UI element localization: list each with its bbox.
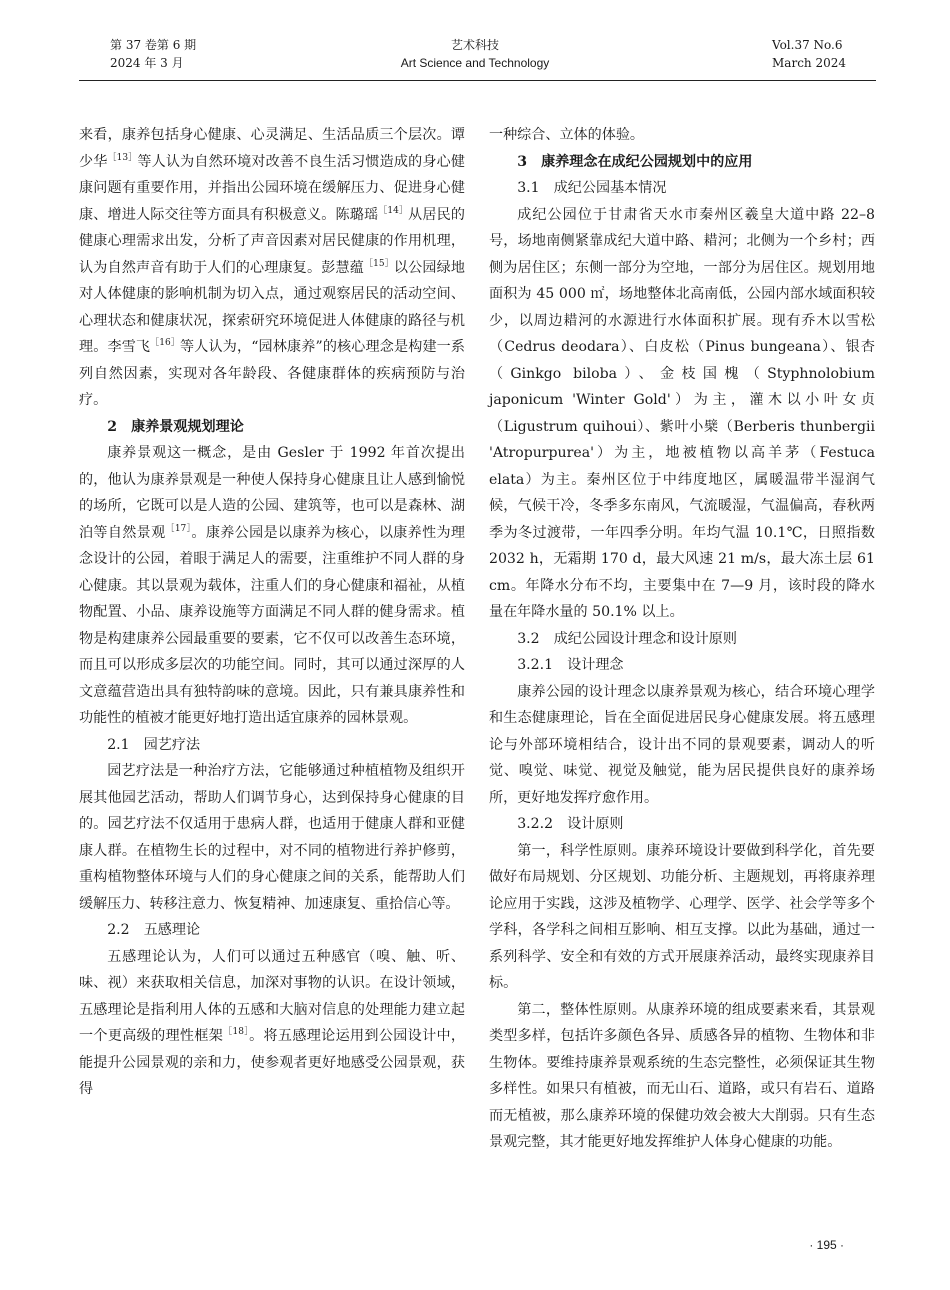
issue-date-en: March 2024 bbox=[772, 56, 846, 70]
left-column bbox=[79, 122, 465, 1103]
paragraph: 成纪公园位于甘肃省天水市秦州区羲皇大道中路 22–8 号，场地南侧紧靠成纪大道中路、耤河；北侧为一个乡村；西侧为居住区；东侧一部分为空地，一部分为居住区。规划用地面积为 45 000 ㎡，场地整体北高南低，公园内部水域面积较少，以周边耤河的水源进行水体面积扩展。现有乔木以雪松（Cedrus deodara）、白皮松（Pinus bungeana）、银杏（Ginkgo biloba）、金枝国槐（Styphnolobium japonicum 'Winter Gold'）为主，灌木以小叶女贞（Ligustrum quihoui）、紫叶小檗（Berberis thunbergii 'Atropurpurea'）为主，地被植物以高羊茅（Festuca elata）为主。秦州区位于中纬度地区，属暖温带半湿润气候，气候干冷，冬季多东南风，气流暖湿，气温偏高，春秋两季为冬过渡带，一年四季分明。年均气温 10.1℃，日照指数 2032 h，无霜期 170 d，最大风速 21 m/s，最大冻土层 61 cm。年降水分布不均，主要集中在 7—9 月，该时段的降水量在年降水量的 50.1% 以上。 bbox=[489, 206, 875, 620]
right-column bbox=[489, 122, 875, 1156]
subsection-heading-3-1: 3.1 成纪公园基本情况 bbox=[517, 180, 667, 196]
paragraph: 来看，康养包括身心健康、心灵满足、生活品质三个层次。谭少华$^{[13]}$等人认为自然环境对改善不良生活习惯造成的身心健康问题有重要作用，并指出公园环境在缓解压力、促进身心健康、增进人际交往等方面具有积极意义。陈璐瑶$^{[14]}$从居民的健康心理需求出发，分析了声音因素对居民健康的作用机理，认为自然声音有助于人们的心理康复。彭慧蕴$^{[15]}$以公园绿地对人体健康的影响机制为切入点，通过观察居民的活动空间、心理状态和健康状况，探索研究环境促进人体健康的路径与机理。李雪飞$^{[16]}$等人认为，“园林康养”的核心理念是构建一系列自然因素，实现对各年龄段、各健康群体的疾病预防与治疗。 bbox=[79, 127, 466, 408]
subsection-heading-2-1: 2.1 园艺疗法 bbox=[107, 736, 201, 753]
paragraph: 五感理论认为，人们可以通过五种感官（嗅、触、听、味、视）来获取相关信息，加深对事物的认识。在设计领域，五感理论是指利用人体的五感和大脑对信息的处理能力建立起一个更高级的理性框架$^{[18]}$。将五感理论运用到公园设计中，能提升公园景观的亲和力，使参观者更好地感受公园景观，获得 bbox=[79, 948, 466, 1097]
citation-16[interactable]: ［16］ bbox=[150, 338, 181, 348]
citation-14[interactable]: ［14］ bbox=[378, 205, 409, 216]
issue-volume-en: Vol.37 No.6 bbox=[772, 38, 843, 52]
subsection-heading-2-2: 2.2 五感理论 bbox=[107, 922, 201, 938]
paragraph: 第二，整体性原则。从康养环境的组成要素来看，其景观类型多样，包括许多颜色各异、质感各异的植物、生物体和非生物体。要维持康养景观系统的生态完整性，必须保证其生物多样性。如果只有植被，而无山石、道路，或只有岩石、道路而无植被，那么康养环境的保健功效会被大大削弱。只有生态景观完整，其才能更好地发挥维护人体身心健康的功能。 bbox=[489, 1001, 875, 1150]
issue-date: 2024 年 3 月 bbox=[110, 56, 184, 70]
subsection-heading-3-2: 3.2 成纪公园设计理念和设计原则 bbox=[517, 630, 737, 647]
citation-17[interactable]: ［17］ bbox=[165, 523, 192, 534]
subsubsection-heading-3-2-1: 3.2.1 设计理念 bbox=[517, 657, 624, 673]
journal-issue-en bbox=[772, 36, 846, 72]
page-number: · 195 · bbox=[809, 1238, 844, 1252]
section-heading-2: 2 康养景观规划理论 bbox=[107, 418, 244, 435]
paragraph: 一种综合、立体的体验。 bbox=[489, 127, 645, 143]
paragraph: 第一，科学性原则。康养环境设计要做到科学化，首先要做好布局规划、分区规划、功能分析、主题规划，再将康养理论应用于实践，这涉及植物学、心理学、医学、社会学等多个学科，各学科之间相互影响、相互支撑。以此为基础，通过一系列科学、安全和有效的方式开展康养活动，最终实现康养目标。 bbox=[489, 842, 875, 991]
paragraph: 康养公园的设计理念以康养景观为核心，结合环境心理学和生态健康理论，旨在全面促进居民身心健康发展。将五感理论与外部环境相结合，设计出不同的景观要素，调动人的听觉、嗅觉、味觉、视觉及触觉，能为居民提供良好的康养场所，更好地发挥疗愈作用。 bbox=[489, 683, 875, 806]
issue-volume: 第 37 卷第 6 期 bbox=[110, 38, 197, 52]
journal-title-en: Art Science and Technology bbox=[400, 56, 550, 70]
citation-13[interactable]: ［13］ bbox=[107, 152, 138, 163]
journal-title-cn: 艺术科技 bbox=[450, 38, 499, 52]
citation-18[interactable]: ［18］ bbox=[223, 1027, 250, 1037]
header-rule bbox=[79, 80, 876, 81]
citation-15[interactable]: ［15］ bbox=[364, 258, 394, 269]
section-heading-3: 3 康养理念在成纪公园规划中的应用 bbox=[517, 153, 753, 170]
subsubsection-heading-3-2-2: 3.2.2 设计原则 bbox=[517, 816, 624, 832]
paragraph: 康养景观这一概念，是由 Gesler 于 1992 年首次提出的，他认为康养景观是一种使人保持身心健康且让人感到愉悦的场所，它既可以是人造的公园、建筑等，也可以是森林、湖泊等自然景观$^{[17]}$。康养公园是以康养为核心，以康养性为理念设计的公园，着眼于满足人的需要，注重维护不同人群的身心健康。其以景观为载体，注重人们的身心健康和福祉，从植物配置、小品、康养设施等方面满足不同人群的健身需求。植物是构建康养公园最重要的要素，它不仅可以改善生态环境，而且可以形成多层次的功能空间。同时，其可以通过深厚的人文意蕴营造出具有独特韵味的意境。因此，只有兼具康养性和功能性的植被才能更好地打造出适宜康养的园林景观。 bbox=[79, 445, 466, 726]
paragraph: 园艺疗法是一种治疗方法，它能够通过种植植物及组织开展其他园艺活动，帮助人们调节身心，达到保持身心健康的目的。园艺疗法不仅适用于患病人群，也适用于健康人群和亚健康人群。在植物生长的过程中，对不同的植物进行养护修剪，重构植物整体环境与人们的身心健康之间的关系，能帮助人们缓解压力、转移注意力、恢复精神、加速康复、重拾信心等。 bbox=[79, 763, 465, 912]
